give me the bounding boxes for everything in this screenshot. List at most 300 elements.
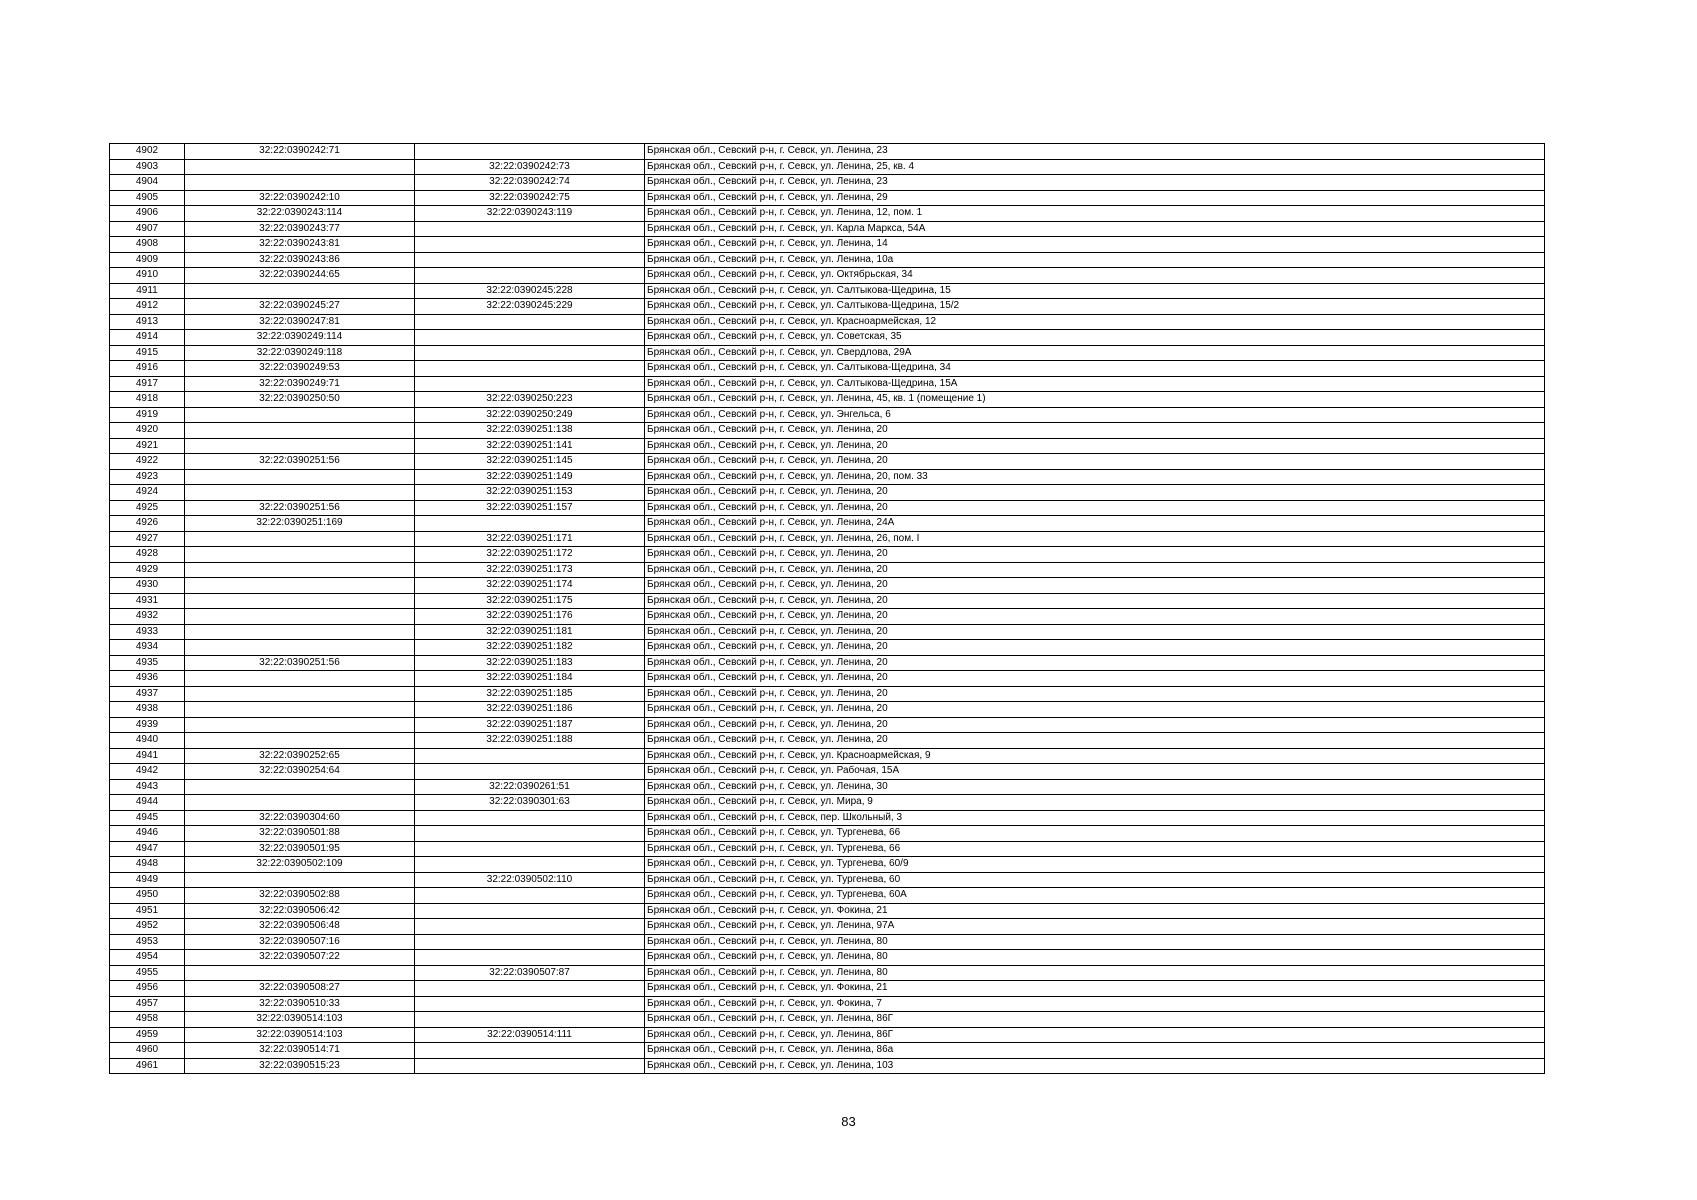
object-cadastral-number-cell [415, 857, 645, 873]
address-cell: Брянская обл., Севский р-н, г. Севск, ул. Ленина, 20 [645, 733, 1545, 749]
row-number-cell: 4939 [110, 717, 185, 733]
table-row [110, 500, 1545, 516]
row-number-cell: 4926 [110, 516, 185, 532]
parcel-cadastral-number-cell: 32:22:0390507:16 [185, 934, 415, 950]
address-cell: Брянская обл., Севский р-н, г. Севск, ул. Ленина, 97А [645, 919, 1545, 935]
table-row [110, 547, 1545, 563]
address-cell: Брянская обл., Севский р-н, г. Севск, ул. Ленина, 20 [645, 500, 1545, 516]
address-cell: Брянская обл., Севский р-н, г. Севск, ул. Ленина, 20 [645, 609, 1545, 625]
parcel-cadastral-number-cell: 32:22:0390243:114 [185, 206, 415, 222]
object-cadastral-number-cell [415, 1058, 645, 1074]
parcel-cadastral-number-cell [185, 640, 415, 656]
object-cadastral-number-cell [415, 1012, 645, 1028]
object-cadastral-number-cell: 32:22:0390251:183 [415, 655, 645, 671]
table-row [110, 206, 1545, 222]
parcel-cadastral-number-cell: 32:22:0390249:53 [185, 361, 415, 377]
object-cadastral-number-cell [415, 221, 645, 237]
parcel-cadastral-number-cell: 32:22:0390242:71 [185, 144, 415, 160]
address-cell: Брянская обл., Севский р-н, г. Севск, ул. Ленина, 20 [645, 454, 1545, 470]
table-row [110, 376, 1545, 392]
object-cadastral-number-cell: 32:22:0390251:157 [415, 500, 645, 516]
row-number-cell: 4940 [110, 733, 185, 749]
address-cell: Брянская обл., Севский р-н, г. Севск, ул. Свердлова, 29А [645, 345, 1545, 361]
row-number-cell: 4944 [110, 795, 185, 811]
parcel-cadastral-number-cell [185, 407, 415, 423]
parcel-cadastral-number-cell: 32:22:0390304:60 [185, 810, 415, 826]
table-row [110, 314, 1545, 330]
row-number-cell: 4957 [110, 996, 185, 1012]
parcel-cadastral-number-cell [185, 159, 415, 175]
address-cell: Брянская обл., Севский р-н, г. Севск, ул. Ленина, 45, кв. 1 (помещение 1) [645, 392, 1545, 408]
row-number-cell: 4910 [110, 268, 185, 284]
row-number-cell: 4921 [110, 438, 185, 454]
parcel-cadastral-number-cell [185, 531, 415, 547]
address-cell: Брянская обл., Севский р-н, г. Севск, ул. Ленина, 20 [645, 485, 1545, 501]
table-row [110, 485, 1545, 501]
address-cell: Брянская обл., Севский р-н, г. Севск, ул. Ленина, 20 [645, 640, 1545, 656]
object-cadastral-number-cell: 32:22:0390245:229 [415, 299, 645, 315]
address-cell: Брянская обл., Севский р-н, г. Севск, ул. Ленина, 23 [645, 175, 1545, 191]
address-cell: Брянская обл., Севский р-н, г. Севск, ул. Ленина, 80 [645, 965, 1545, 981]
parcel-cadastral-number-cell: 32:22:0390243:81 [185, 237, 415, 253]
table-row [110, 283, 1545, 299]
object-cadastral-number-cell [415, 516, 645, 532]
parcel-cadastral-number-cell: 32:22:0390249:118 [185, 345, 415, 361]
table-row [110, 779, 1545, 795]
parcel-cadastral-number-cell [185, 702, 415, 718]
object-cadastral-number-cell: 32:22:0390251:186 [415, 702, 645, 718]
address-cell: Брянская обл., Севский р-н, г. Севск, ул. Тургенева, 60 [645, 872, 1545, 888]
table-row [110, 469, 1545, 485]
parcel-cadastral-number-cell: 32:22:0390502:88 [185, 888, 415, 904]
row-number-cell: 4938 [110, 702, 185, 718]
parcel-cadastral-number-cell: 32:22:0390251:56 [185, 500, 415, 516]
object-cadastral-number-cell: 32:22:0390251:173 [415, 562, 645, 578]
table-row [110, 562, 1545, 578]
row-number-cell: 4947 [110, 841, 185, 857]
parcel-cadastral-number-cell: 32:22:0390507:22 [185, 950, 415, 966]
object-cadastral-number-cell: 32:22:0390243:119 [415, 206, 645, 222]
object-cadastral-number-cell [415, 314, 645, 330]
object-cadastral-number-cell [415, 950, 645, 966]
object-cadastral-number-cell: 32:22:0390251:141 [415, 438, 645, 454]
table-row [110, 671, 1545, 687]
table-row [110, 996, 1545, 1012]
row-number-cell: 4925 [110, 500, 185, 516]
object-cadastral-number-cell: 32:22:0390514:111 [415, 1027, 645, 1043]
object-cadastral-number-cell [415, 934, 645, 950]
row-number-cell: 4922 [110, 454, 185, 470]
row-number-cell: 4918 [110, 392, 185, 408]
parcel-cadastral-number-cell [185, 438, 415, 454]
object-cadastral-number-cell [415, 252, 645, 268]
address-cell: Брянская обл., Севский р-н, г. Севск, ул. Фокина, 7 [645, 996, 1545, 1012]
object-cadastral-number-cell: 32:22:0390301:63 [415, 795, 645, 811]
table-row [110, 624, 1545, 640]
row-number-cell: 4912 [110, 299, 185, 315]
parcel-cadastral-number-cell [185, 593, 415, 609]
row-number-cell: 4960 [110, 1043, 185, 1059]
parcel-cadastral-number-cell: 32:22:0390251:169 [185, 516, 415, 532]
row-number-cell: 4906 [110, 206, 185, 222]
object-cadastral-number-cell [415, 826, 645, 842]
address-cell: Брянская обл., Севский р-н, г. Севск, ул. Ленина, 20 [645, 547, 1545, 563]
address-cell: Брянская обл., Севский р-н, г. Севск, ул. Советская, 35 [645, 330, 1545, 346]
table-row [110, 950, 1545, 966]
address-cell: Брянская обл., Севский р-н, г. Севск, ул. Тургенева, 66 [645, 841, 1545, 857]
parcel-cadastral-number-cell: 32:22:0390252:65 [185, 748, 415, 764]
object-cadastral-number-cell [415, 996, 645, 1012]
object-cadastral-number-cell: 32:22:0390251:174 [415, 578, 645, 594]
row-number-cell: 4902 [110, 144, 185, 160]
row-number-cell: 4954 [110, 950, 185, 966]
table-row [110, 609, 1545, 625]
address-cell: Брянская обл., Севский р-н, г. Севск, пер. Школьный, 3 [645, 810, 1545, 826]
address-cell: Брянская обл., Севский р-н, г. Севск, ул. Ленина, 20 [645, 702, 1545, 718]
parcel-cadastral-number-cell: 32:22:0390250:50 [185, 392, 415, 408]
address-cell: Брянская обл., Севский р-н, г. Севск, ул. Тургенева, 60/9 [645, 857, 1545, 873]
table-row [110, 159, 1545, 175]
parcel-cadastral-number-cell: 32:22:0390515:23 [185, 1058, 415, 1074]
row-number-cell: 4927 [110, 531, 185, 547]
row-number-cell: 4946 [110, 826, 185, 842]
parcel-cadastral-number-cell [185, 671, 415, 687]
address-cell: Брянская обл., Севский р-н, г. Севск, ул. Ленина, 20 [645, 423, 1545, 439]
object-cadastral-number-cell: 32:22:0390261:51 [415, 779, 645, 795]
address-cell: Брянская обл., Севский р-н, г. Севск, ул. Ленина, 86а [645, 1043, 1545, 1059]
parcel-cadastral-number-cell [185, 779, 415, 795]
object-cadastral-number-cell: 32:22:0390251:145 [415, 454, 645, 470]
object-cadastral-number-cell: 32:22:0390242:73 [415, 159, 645, 175]
address-cell: Брянская обл., Севский р-н, г. Севск, ул. Красноармейская, 9 [645, 748, 1545, 764]
address-cell: Брянская обл., Севский р-н, г. Севск, ул. Тургенева, 60А [645, 888, 1545, 904]
table-row [110, 857, 1545, 873]
parcel-cadastral-number-cell [185, 624, 415, 640]
table-row [110, 903, 1545, 919]
object-cadastral-number-cell [415, 888, 645, 904]
address-cell: Брянская обл., Севский р-н, г. Севск, ул. Ленина, 24А [645, 516, 1545, 532]
address-cell: Брянская обл., Севский р-н, г. Севск, ул. Ленина, 80 [645, 950, 1545, 966]
address-cell: Брянская обл., Севский р-н, г. Севск, ул. Ленина, 30 [645, 779, 1545, 795]
table-row [110, 764, 1545, 780]
object-cadastral-number-cell: 32:22:0390251:138 [415, 423, 645, 439]
object-cadastral-number-cell [415, 268, 645, 284]
parcel-cadastral-number-cell: 32:22:0390245:27 [185, 299, 415, 315]
table-row [110, 981, 1545, 997]
table-row [110, 578, 1545, 594]
table-row [110, 330, 1545, 346]
table-row [110, 237, 1545, 253]
parcel-cadastral-number-cell [185, 175, 415, 191]
table-row [110, 748, 1545, 764]
row-number-cell: 4934 [110, 640, 185, 656]
parcel-cadastral-number-cell [185, 733, 415, 749]
object-cadastral-number-cell: 32:22:0390242:74 [415, 175, 645, 191]
table-row [110, 1058, 1545, 1074]
object-cadastral-number-cell [415, 903, 645, 919]
table-row [110, 144, 1545, 160]
object-cadastral-number-cell [415, 764, 645, 780]
row-number-cell: 4931 [110, 593, 185, 609]
table-row [110, 965, 1545, 981]
table-row [110, 1043, 1545, 1059]
row-number-cell: 4952 [110, 919, 185, 935]
page-number: 83 [841, 1114, 856, 1129]
address-cell: Брянская обл., Севский р-н, г. Севск, ул. Ленина, 20 [645, 438, 1545, 454]
row-number-cell: 4929 [110, 562, 185, 578]
table-row [110, 1027, 1545, 1043]
table-row [110, 640, 1545, 656]
parcel-cadastral-number-cell [185, 686, 415, 702]
row-number-cell: 4928 [110, 547, 185, 563]
address-cell: Брянская обл., Севский р-н, г. Севск, ул. Ленина, 25, кв. 4 [645, 159, 1545, 175]
address-cell: Брянская обл., Севский р-н, г. Севск, ул. Ленина, 10а [645, 252, 1545, 268]
registry-table [109, 143, 1545, 1074]
object-cadastral-number-cell: 32:22:0390251:153 [415, 485, 645, 501]
row-number-cell: 4937 [110, 686, 185, 702]
row-number-cell: 4942 [110, 764, 185, 780]
address-cell: Брянская обл., Севский р-н, г. Севск, ул. Рабочая, 15А [645, 764, 1545, 780]
object-cadastral-number-cell [415, 810, 645, 826]
row-number-cell: 4961 [110, 1058, 185, 1074]
parcel-cadastral-number-cell: 32:22:0390244:65 [185, 268, 415, 284]
object-cadastral-number-cell [415, 919, 645, 935]
object-cadastral-number-cell: 32:22:0390251:188 [415, 733, 645, 749]
row-number-cell: 4919 [110, 407, 185, 423]
object-cadastral-number-cell: 32:22:0390251:182 [415, 640, 645, 656]
table-row [110, 826, 1545, 842]
parcel-cadastral-number-cell [185, 485, 415, 501]
address-cell: Брянская обл., Севский р-н, г. Севск, ул. Энгельса, 6 [645, 407, 1545, 423]
table-row [110, 345, 1545, 361]
row-number-cell: 4945 [110, 810, 185, 826]
parcel-cadastral-number-cell [185, 795, 415, 811]
registry-table-body [110, 144, 1545, 1074]
address-cell: Брянская обл., Севский р-н, г. Севск, ул. Ленина, 20 [645, 686, 1545, 702]
table-row [110, 686, 1545, 702]
object-cadastral-number-cell [415, 376, 645, 392]
row-number-cell: 4959 [110, 1027, 185, 1043]
object-cadastral-number-cell: 32:22:0390251:175 [415, 593, 645, 609]
row-number-cell: 4905 [110, 190, 185, 206]
parcel-cadastral-number-cell: 32:22:0390247:81 [185, 314, 415, 330]
row-number-cell: 4941 [110, 748, 185, 764]
object-cadastral-number-cell [415, 841, 645, 857]
row-number-cell: 4904 [110, 175, 185, 191]
row-number-cell: 4956 [110, 981, 185, 997]
parcel-cadastral-number-cell: 32:22:0390514:103 [185, 1027, 415, 1043]
address-cell: Брянская обл., Севский р-н, г. Севск, ул. Фокина, 21 [645, 981, 1545, 997]
address-cell: Брянская обл., Севский р-н, г. Севск, ул. Мира, 9 [645, 795, 1545, 811]
address-cell: Брянская обл., Севский р-н, г. Севск, ул. Ленина, 12, пом. 1 [645, 206, 1545, 222]
table-row [110, 454, 1545, 470]
table-row [110, 888, 1545, 904]
object-cadastral-number-cell [415, 981, 645, 997]
object-cadastral-number-cell [415, 1043, 645, 1059]
parcel-cadastral-number-cell [185, 562, 415, 578]
parcel-cadastral-number-cell: 32:22:0390502:109 [185, 857, 415, 873]
address-cell: Брянская обл., Севский р-н, г. Севск, ул. Ленина, 29 [645, 190, 1545, 206]
row-number-cell: 4936 [110, 671, 185, 687]
table-row [110, 655, 1545, 671]
row-number-cell: 4907 [110, 221, 185, 237]
address-cell: Брянская обл., Севский р-н, г. Севск, ул. Ленина, 86Г [645, 1027, 1545, 1043]
object-cadastral-number-cell [415, 330, 645, 346]
row-number-cell: 4923 [110, 469, 185, 485]
address-cell: Брянская обл., Севский р-н, г. Севск, ул. Салтыкова-Щедрина, 15А [645, 376, 1545, 392]
parcel-cadastral-number-cell: 32:22:0390514:71 [185, 1043, 415, 1059]
address-cell: Брянская обл., Севский р-н, г. Севск, ул. Ленина, 80 [645, 934, 1545, 950]
table-row [110, 392, 1545, 408]
table-row [110, 361, 1545, 377]
parcel-cadastral-number-cell: 32:22:0390506:48 [185, 919, 415, 935]
table-row [110, 268, 1545, 284]
address-cell: Брянская обл., Севский р-н, г. Севск, ул. Салтыкова-Щедрина, 15 [645, 283, 1545, 299]
table-row [110, 733, 1545, 749]
row-number-cell: 4958 [110, 1012, 185, 1028]
address-cell: Брянская обл., Севский р-н, г. Севск, ул. Октябрьская, 34 [645, 268, 1545, 284]
object-cadastral-number-cell: 32:22:0390251:172 [415, 547, 645, 563]
parcel-cadastral-number-cell [185, 547, 415, 563]
row-number-cell: 4955 [110, 965, 185, 981]
row-number-cell: 4949 [110, 872, 185, 888]
table-row [110, 190, 1545, 206]
table-row [110, 438, 1545, 454]
row-number-cell: 4943 [110, 779, 185, 795]
table-row [110, 516, 1545, 532]
object-cadastral-number-cell [415, 361, 645, 377]
object-cadastral-number-cell: 32:22:0390250:223 [415, 392, 645, 408]
row-number-cell: 4917 [110, 376, 185, 392]
parcel-cadastral-number-cell: 32:22:0390514:103 [185, 1012, 415, 1028]
object-cadastral-number-cell: 32:22:0390502:110 [415, 872, 645, 888]
address-cell: Брянская обл., Севский р-н, г. Севск, ул. Ленина, 23 [645, 144, 1545, 160]
parcel-cadastral-number-cell [185, 578, 415, 594]
row-number-cell: 4948 [110, 857, 185, 873]
table-row [110, 841, 1545, 857]
row-number-cell: 4920 [110, 423, 185, 439]
row-number-cell: 4916 [110, 361, 185, 377]
table-row [110, 702, 1545, 718]
address-cell: Брянская обл., Севский р-н, г. Севск, ул. Салтыкова-Щедрина, 15/2 [645, 299, 1545, 315]
object-cadastral-number-cell: 32:22:0390242:75 [415, 190, 645, 206]
address-cell: Брянская обл., Севский р-н, г. Севск, ул. Ленина, 20 [645, 655, 1545, 671]
table-row [110, 221, 1545, 237]
parcel-cadastral-number-cell [185, 469, 415, 485]
address-cell: Брянская обл., Севский р-н, г. Севск, ул. Ленина, 20 [645, 562, 1545, 578]
row-number-cell: 4932 [110, 609, 185, 625]
parcel-cadastral-number-cell [185, 283, 415, 299]
object-cadastral-number-cell [415, 345, 645, 361]
address-cell: Брянская обл., Севский р-н, г. Севск, ул. Фокина, 21 [645, 903, 1545, 919]
table-row [110, 795, 1545, 811]
object-cadastral-number-cell: 32:22:0390245:228 [415, 283, 645, 299]
object-cadastral-number-cell: 32:22:0390251:181 [415, 624, 645, 640]
address-cell: Брянская обл., Севский р-н, г. Севск, ул. Ленина, 20 [645, 671, 1545, 687]
table-row [110, 423, 1545, 439]
parcel-cadastral-number-cell [185, 872, 415, 888]
parcel-cadastral-number-cell: 32:22:0390243:77 [185, 221, 415, 237]
table-row [110, 1012, 1545, 1028]
row-number-cell: 4908 [110, 237, 185, 253]
parcel-cadastral-number-cell [185, 965, 415, 981]
address-cell: Брянская обл., Севский р-н, г. Севск, ул. Ленина, 14 [645, 237, 1545, 253]
table-row [110, 593, 1545, 609]
address-cell: Брянская обл., Севский р-н, г. Севск, ул. Ленина, 20 [645, 717, 1545, 733]
table-row [110, 299, 1545, 315]
parcel-cadastral-number-cell: 32:22:0390251:56 [185, 454, 415, 470]
object-cadastral-number-cell: 32:22:0390251:184 [415, 671, 645, 687]
address-cell: Брянская обл., Севский р-н, г. Севск, ул. Ленина, 20 [645, 593, 1545, 609]
object-cadastral-number-cell: 32:22:0390251:171 [415, 531, 645, 547]
parcel-cadastral-number-cell: 32:22:0390506:42 [185, 903, 415, 919]
row-number-cell: 4911 [110, 283, 185, 299]
parcel-cadastral-number-cell: 32:22:0390508:27 [185, 981, 415, 997]
address-cell: Брянская обл., Севский р-н, г. Севск, ул. Ленина, 103 [645, 1058, 1545, 1074]
address-cell: Брянская обл., Севский р-н, г. Севск, ул. Карла Маркса, 54А [645, 221, 1545, 237]
parcel-cadastral-number-cell [185, 423, 415, 439]
row-number-cell: 4930 [110, 578, 185, 594]
address-cell: Брянская обл., Севский р-н, г. Севск, ул. Ленина, 26, пом. I [645, 531, 1545, 547]
object-cadastral-number-cell: 32:22:0390251:187 [415, 717, 645, 733]
parcel-cadastral-number-cell [185, 609, 415, 625]
object-cadastral-number-cell: 32:22:0390251:176 [415, 609, 645, 625]
table-row [110, 531, 1545, 547]
address-cell: Брянская обл., Севский р-н, г. Севск, ул. Тургенева, 66 [645, 826, 1545, 842]
object-cadastral-number-cell: 32:22:0390251:185 [415, 686, 645, 702]
row-number-cell: 4914 [110, 330, 185, 346]
row-number-cell: 4915 [110, 345, 185, 361]
table-row [110, 872, 1545, 888]
row-number-cell: 4951 [110, 903, 185, 919]
parcel-cadastral-number-cell: 32:22:0390510:33 [185, 996, 415, 1012]
row-number-cell: 4903 [110, 159, 185, 175]
row-number-cell: 4924 [110, 485, 185, 501]
parcel-cadastral-number-cell [185, 717, 415, 733]
object-cadastral-number-cell [415, 144, 645, 160]
parcel-cadastral-number-cell: 32:22:0390249:114 [185, 330, 415, 346]
table-row [110, 175, 1545, 191]
parcel-cadastral-number-cell: 32:22:0390243:86 [185, 252, 415, 268]
address-cell: Брянская обл., Севский р-н, г. Севск, ул. Ленина, 20, пом. 33 [645, 469, 1545, 485]
object-cadastral-number-cell [415, 237, 645, 253]
parcel-cadastral-number-cell: 32:22:0390254:64 [185, 764, 415, 780]
table-row [110, 252, 1545, 268]
parcel-cadastral-number-cell: 32:22:0390249:71 [185, 376, 415, 392]
row-number-cell: 4913 [110, 314, 185, 330]
table-row [110, 919, 1545, 935]
row-number-cell: 4909 [110, 252, 185, 268]
row-number-cell: 4935 [110, 655, 185, 671]
parcel-cadastral-number-cell: 32:22:0390501:95 [185, 841, 415, 857]
address-cell: Брянская обл., Севский р-н, г. Севск, ул. Ленина, 20 [645, 578, 1545, 594]
row-number-cell: 4933 [110, 624, 185, 640]
parcel-cadastral-number-cell: 32:22:0390501:88 [185, 826, 415, 842]
object-cadastral-number-cell: 32:22:0390251:149 [415, 469, 645, 485]
address-cell: Брянская обл., Севский р-н, г. Севск, ул. Салтыкова-Щедрина, 34 [645, 361, 1545, 377]
object-cadastral-number-cell: 32:22:0390507:87 [415, 965, 645, 981]
address-cell: Брянская обл., Севский р-н, г. Севск, ул. Ленина, 20 [645, 624, 1545, 640]
table-row [110, 717, 1545, 733]
table-row [110, 810, 1545, 826]
address-cell: Брянская обл., Севский р-н, г. Севск, ул. Красноармейская, 12 [645, 314, 1545, 330]
object-cadastral-number-cell [415, 748, 645, 764]
parcel-cadastral-number-cell: 32:22:0390242:10 [185, 190, 415, 206]
address-cell: Брянская обл., Севский р-н, г. Севск, ул. Ленина, 86Г [645, 1012, 1545, 1028]
parcel-cadastral-number-cell: 32:22:0390251:56 [185, 655, 415, 671]
row-number-cell: 4950 [110, 888, 185, 904]
row-number-cell: 4953 [110, 934, 185, 950]
